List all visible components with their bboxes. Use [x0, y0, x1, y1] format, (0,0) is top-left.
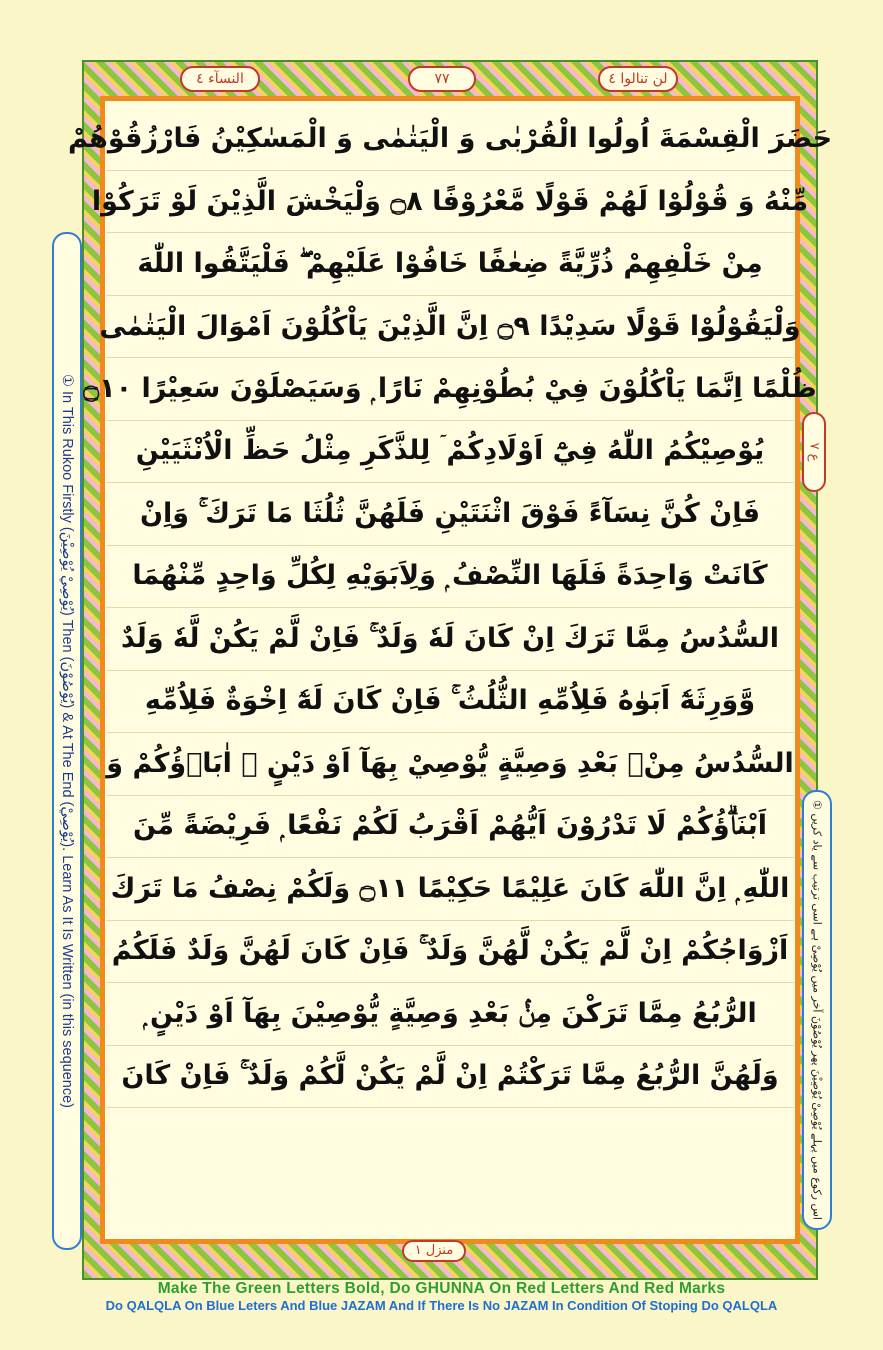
- verse-line: اللّٰهِ ۭ اِنَّ اللّٰهَ كَانَ عَلِيْمًا حَكِيْمًا ۝١١ وَلَكُمْ نِصْفُ مَا تَرَكَ: [106, 858, 794, 921]
- margin-note-urdu: [802, 790, 832, 1230]
- margin-note-english: [52, 232, 82, 1250]
- margin-note-english-text: ① In This Rukoo Firstly (يُوْصِيْ يُوْصِيْنَ) Then (يُوْصُوْنَ) & At The End (يُوْصِيْ). Learn As It Is Written (in this sequence): [59, 373, 75, 1109]
- verse-line: وَلْيَقُوْلُوْا قَوْلًا سَدِيْدًا ۝٩ اِنَّ الَّذِيْنَ يَاْكُلُوْنَ اَمْوَالَ الْيَتٰمٰى: [106, 296, 794, 359]
- verse-line: السُّدُسُ مِمَّا تَرَكَ اِنْ كَانَ لَهٗ وَلَدٌ ۚ فَاِنْ لَّمْ يَكُنْ لَّهٗ وَلَدٌ: [106, 608, 794, 671]
- verse-line: مِّنْهُ وَ قُوْلُوْا لَهُمْ قَوْلًا مَّعْرُوْفًا ۝٨ وَلْيَخْشَ الَّذِيْنَ لَوْ تَرَكُوْا: [106, 171, 794, 234]
- verse-line: فَاِنْ كُنَّ نِسَآءً فَوْقَ اثْنَتَيْنِ فَلَهُنَّ ثُلُثَا مَا تَرَكَ ۚ وَاِنْ: [106, 483, 794, 546]
- footer-instruction-blue: Do QALQLA On Blue Leters And Blue JAZAM And If There Is No JAZAM In Condition Of Stoping Do QALQLA: [105, 1298, 778, 1313]
- footer-instruction-green: Make The Green Letters Bold, Do GHUNNA On Red Letters And Red Marks: [157, 1280, 726, 1297]
- verse-line: ظُلْمًا اِنَّمَا يَاْكُلُوْنَ فِيْ بُطُوْنِهِمْ نَارًا ۭ وَسَيَصْلَوْنَ سَعِيْرًا ۝١٠: [106, 358, 794, 421]
- margin-note-urdu-text: ① اس رکوع میں پہلے یُوْصِیْ یُوْصِیْنَ پھر یُوْصُوْنَ آخر میں یُوْصِیْ ہے اسی ترتیب سے یاد کریں: [810, 800, 824, 1220]
- verse-line: وَلَهُنَّ الرُّبُعُ مِمَّا تَرَكْتُمْ اِنْ لَّمْ يَكُنْ لَّكُمْ وَلَدٌ ۚ فَاِنْ كَانَ: [106, 1046, 794, 1109]
- verse-line: وَّوَرِثَهٗٓ اَبَوٰهُ فَلِاُمِّهِ الثُّلُثُ ۚ فَاِنْ كَانَ لَهٗٓ اِخْوَةٌ فَلِاُمِّهِ: [106, 671, 794, 734]
- surah-name-label: النسآء ٤: [180, 66, 260, 92]
- verse-line: الرُّبُعُ مِمَّا تَرَكْنَ مِنْۢ بَعْدِ وَصِيَّةٍ يُّوْصِيْنَ بِهَآ اَوْ دَيْنٍ ۭ: [106, 983, 794, 1046]
- verse-line: اَبْنَاۗؤُكُمْ لَا تَدْرُوْنَ اَيُّهُمْ اَقْرَبُ لَكُمْ نَفْعًا ۭ فَرِيْضَةً مِّنَ: [106, 796, 794, 859]
- page-number: ٧٧: [408, 66, 476, 92]
- verse-line: اَزْوَاجُكُمْ اِنْ لَّمْ يَكُنْ لَّهُنَّ وَلَدٌ ۚ فَاِنْ كَانَ لَهُنَّ وَلَدٌ فَلَكُمُ: [106, 921, 794, 984]
- juz-name-label: لن تنالوا ٤: [598, 66, 678, 92]
- verse-line: السُّدُسُ مِنْۢ بَعْدِ وَصِيَّةٍ يُّوْصِيْ بِهَآ اَوْ دَيْنٍ ۭ اٰبَاۗؤُكُمْ وَ: [106, 733, 794, 796]
- verse-line: كَانَتْ وَاحِدَةً فَلَهَا النِّصْفُ ۭ وَلِاَبَوَيْهِ لِكُلِّ وَاحِدٍ مِّنْهُمَا: [106, 546, 794, 609]
- ruku-marker-text: ع ٧: [806, 442, 822, 462]
- verse-line: مِنْ خَلْفِهِمْ ذُرِّيَّةً ضِعٰفًا خَافُوْا عَلَيْهِمْ ۖ فَلْيَتَّقُوا اللّٰهَ: [106, 233, 794, 296]
- ruku-marker: [802, 412, 826, 492]
- manzil-label: منزل ١: [402, 1240, 466, 1262]
- verse-line: يُوْصِيْكُمُ اللّٰهُ فِيْٓ اَوْلَادِكُمْ ۤ لِلذَّكَرِ مِثْلُ حَظِّ الْاُنْثَيَيْنِ: [106, 421, 794, 484]
- verse-line: حَضَرَ الْقِسْمَةَ اُولُوا الْقُرْبٰى وَ الْيَتٰمٰى وَ الْمَسٰكِيْنُ فَارْزُقُوْهُمْ: [106, 108, 794, 171]
